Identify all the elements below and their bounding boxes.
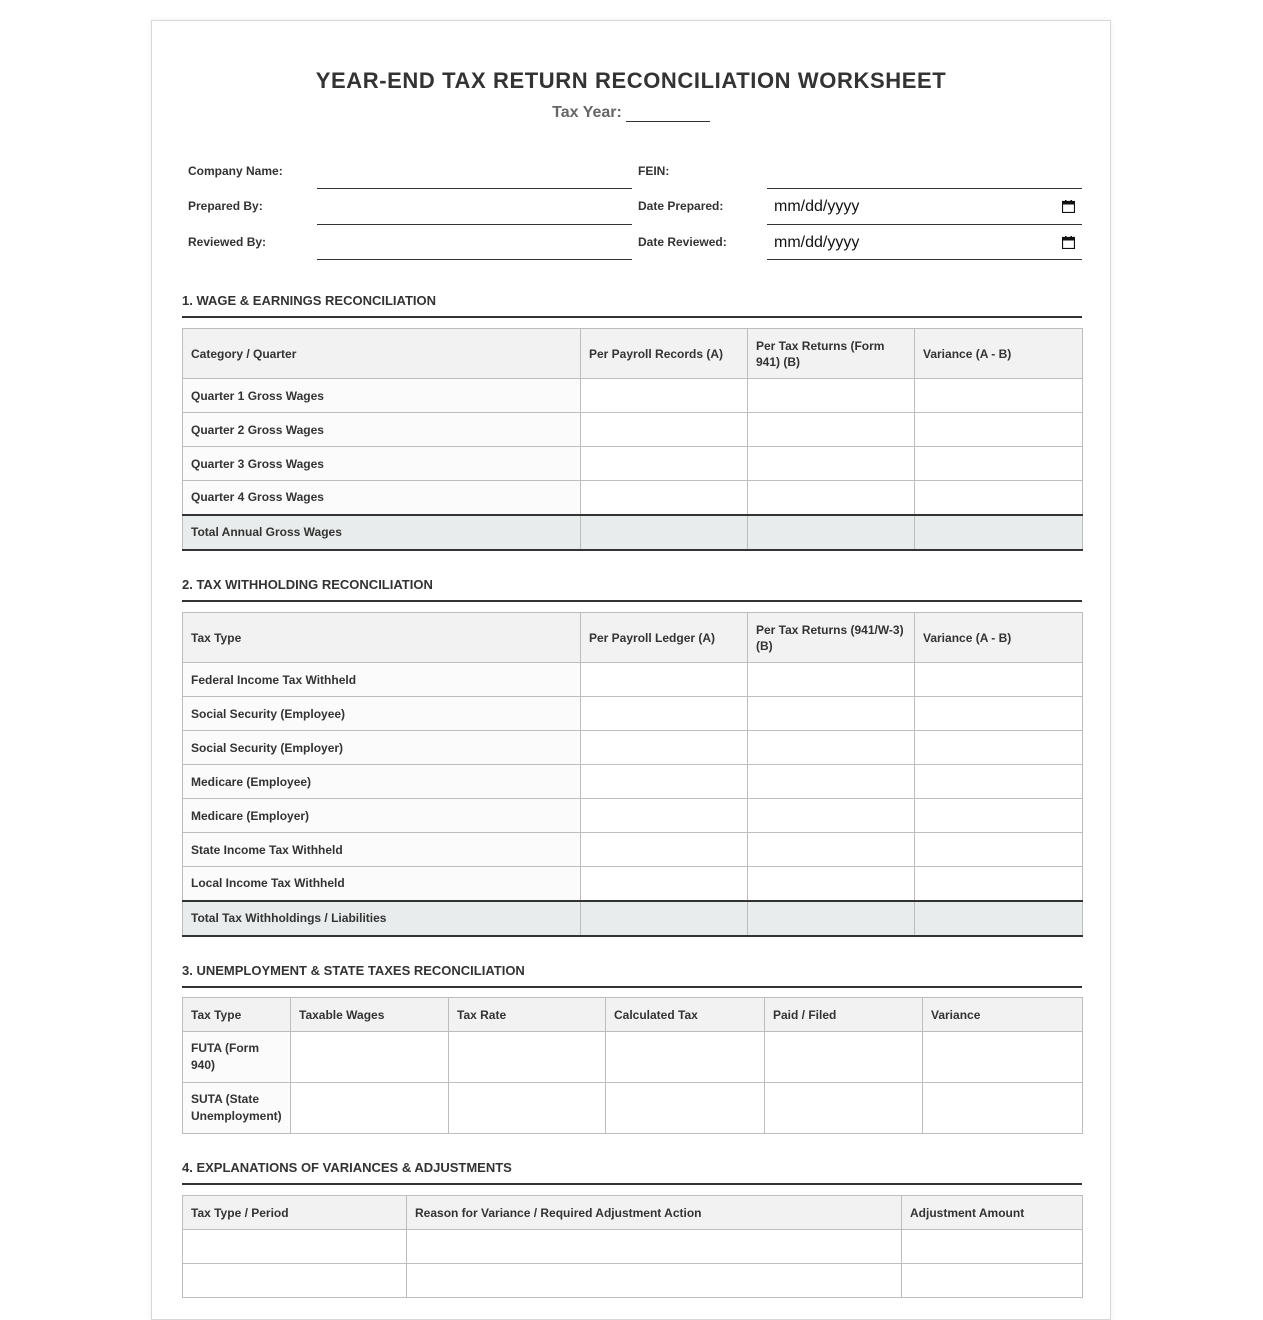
- row-label: Federal Income Tax Withheld: [183, 663, 581, 697]
- table-header-row: [183, 329, 1083, 379]
- table-row: [183, 481, 1083, 515]
- table-row: [183, 833, 1083, 867]
- section-1-heading: 1. WAGE & EARNINGS RECONCILIATION: [182, 293, 1082, 318]
- row-label: Quarter 4 Gross Wages: [183, 481, 581, 515]
- table-row: [183, 765, 1083, 799]
- date-reviewed-label: Date Reviewed:: [638, 235, 727, 249]
- total-label: Total Annual Gross Wages: [183, 515, 581, 550]
- table-row: [183, 447, 1083, 481]
- entry-cell[interactable]: [923, 1032, 1083, 1083]
- total-cell[interactable]: [748, 515, 915, 550]
- row-label: Medicare (Employee): [183, 765, 581, 799]
- date-reviewed-field[interactable]: [767, 225, 1082, 260]
- column-header: Category / Quarter: [183, 329, 581, 379]
- tax-year-label: Tax Year:: [552, 104, 622, 121]
- entry-cell[interactable]: [902, 1230, 1083, 1264]
- entry-cell[interactable]: [606, 1032, 765, 1083]
- entry-cell[interactable]: [183, 1264, 407, 1298]
- entry-cell[interactable]: [915, 663, 1083, 697]
- table-row: [183, 379, 1083, 413]
- column-header: Per Tax Returns (941/W-3) (B): [748, 613, 915, 663]
- entry-cell[interactable]: [581, 413, 748, 447]
- total-cell[interactable]: [581, 515, 748, 550]
- entry-cell[interactable]: [748, 379, 915, 413]
- entry-cell[interactable]: [748, 867, 915, 901]
- company-name-field[interactable]: [317, 154, 632, 189]
- table-row: [183, 697, 1083, 731]
- total-cell[interactable]: [748, 901, 915, 936]
- entry-cell[interactable]: [748, 447, 915, 481]
- total-label: Total Tax Withholdings / Liabilities: [183, 901, 581, 936]
- entry-cell[interactable]: [581, 663, 748, 697]
- unemployment-reconciliation-table: [182, 997, 1083, 1134]
- column-header: Reason for Variance / Required Adjustment Action: [407, 1196, 902, 1230]
- withholding-reconciliation-table: [182, 612, 1083, 937]
- column-header: Adjustment Amount: [902, 1196, 1083, 1230]
- row-label: FUTA (Form 940): [183, 1032, 291, 1083]
- table-row: [183, 1083, 1083, 1134]
- page-title: YEAR-END TAX RETURN RECONCILIATION WORKSHEET: [315, 68, 947, 93]
- entry-cell[interactable]: [915, 765, 1083, 799]
- total-cell[interactable]: [915, 515, 1083, 550]
- entry-cell[interactable]: [407, 1230, 902, 1264]
- entry-cell[interactable]: [915, 731, 1083, 765]
- table-row: [183, 731, 1083, 765]
- entry-cell[interactable]: [902, 1264, 1083, 1298]
- table-row: [183, 663, 1083, 697]
- entry-cell[interactable]: [581, 481, 748, 515]
- entry-cell[interactable]: [291, 1083, 449, 1134]
- row-label: Local Income Tax Withheld: [183, 867, 581, 901]
- prepared-by-field[interactable]: [317, 190, 632, 225]
- date-prepared-field[interactable]: [767, 188, 1082, 225]
- column-header: Per Tax Returns (Form 941) (B): [748, 329, 915, 379]
- entry-cell[interactable]: [748, 481, 915, 515]
- column-header: Calculated Tax: [606, 998, 765, 1032]
- entry-cell[interactable]: [765, 1083, 923, 1134]
- entry-cell[interactable]: [748, 731, 915, 765]
- entry-cell[interactable]: [606, 1083, 765, 1134]
- row-label: Quarter 1 Gross Wages: [183, 379, 581, 413]
- section-2-heading: 2. TAX WITHHOLDING RECONCILIATION: [182, 577, 1082, 602]
- entry-cell[interactable]: [581, 697, 748, 731]
- entry-cell[interactable]: [407, 1264, 902, 1298]
- column-header: Tax Type: [183, 998, 291, 1032]
- entry-cell[interactable]: [748, 765, 915, 799]
- table-row: [183, 1230, 1083, 1264]
- column-header: Tax Rate: [449, 998, 606, 1032]
- entry-cell[interactable]: [923, 1083, 1083, 1134]
- column-header: Variance: [923, 998, 1083, 1032]
- column-header: Per Payroll Ledger (A): [581, 613, 748, 663]
- entry-cell[interactable]: [183, 1230, 407, 1264]
- tax-year-field[interactable]: [626, 103, 710, 122]
- entry-cell[interactable]: [581, 731, 748, 765]
- prepared-by-label: Prepared By:: [188, 199, 263, 213]
- entry-cell[interactable]: [915, 447, 1083, 481]
- section-3-heading: 3. UNEMPLOYMENT & STATE TAXES RECONCILIATION: [182, 963, 1082, 988]
- row-label: Social Security (Employer): [183, 731, 581, 765]
- entry-cell[interactable]: [581, 799, 748, 833]
- entry-cell[interactable]: [915, 799, 1083, 833]
- table-row: [183, 1032, 1083, 1083]
- date-reviewed-value: mm/dd/yyyy: [774, 234, 860, 251]
- column-header: Variance (A - B): [915, 613, 1083, 663]
- variance-explanations-table: [182, 1195, 1083, 1298]
- wage-reconciliation-table: [182, 328, 1083, 551]
- entry-cell[interactable]: [581, 867, 748, 901]
- date-prepared-value: mm/dd/yyyy: [774, 198, 860, 215]
- column-header: Paid / Filed: [765, 998, 923, 1032]
- row-label: State Income Tax Withheld: [183, 833, 581, 867]
- entry-cell[interactable]: [581, 379, 748, 413]
- company-name-label: Company Name:: [188, 164, 283, 178]
- total-cell[interactable]: [581, 901, 748, 936]
- entry-cell[interactable]: [581, 447, 748, 481]
- column-header: Variance (A - B): [915, 329, 1083, 379]
- calendar-icon[interactable]: [1062, 236, 1075, 249]
- table-row: [183, 413, 1083, 447]
- entry-cell[interactable]: [748, 697, 915, 731]
- table-header-row: [183, 613, 1083, 663]
- total-row: [183, 901, 1083, 936]
- entry-cell[interactable]: [748, 663, 915, 697]
- table-header-row: [183, 998, 1083, 1032]
- entry-cell[interactable]: [915, 379, 1083, 413]
- entry-cell[interactable]: [915, 833, 1083, 867]
- entry-cell[interactable]: [748, 833, 915, 867]
- table-row: [183, 799, 1083, 833]
- entry-cell[interactable]: [915, 697, 1083, 731]
- column-header: Tax Type / Period: [183, 1196, 407, 1230]
- total-row: [183, 515, 1083, 550]
- entry-cell[interactable]: [915, 413, 1083, 447]
- entry-cell[interactable]: [748, 413, 915, 447]
- fein-label: FEIN:: [638, 164, 670, 178]
- calendar-icon[interactable]: [1062, 200, 1075, 213]
- entry-cell[interactable]: [915, 481, 1083, 515]
- row-label: Medicare (Employer): [183, 799, 581, 833]
- entry-cell[interactable]: [449, 1032, 606, 1083]
- total-cell[interactable]: [915, 901, 1083, 936]
- entry-cell[interactable]: [291, 1032, 449, 1083]
- section-4-heading: 4. EXPLANATIONS OF VARIANCES & ADJUSTMENTS: [182, 1160, 1082, 1185]
- date-prepared-label: Date Prepared:: [638, 199, 724, 213]
- column-header: Per Payroll Records (A): [581, 329, 748, 379]
- table-header-row: [183, 1196, 1083, 1230]
- entry-cell[interactable]: [765, 1032, 923, 1083]
- row-label: Social Security (Employee): [183, 697, 581, 731]
- entry-cell[interactable]: [449, 1083, 606, 1134]
- entry-cell[interactable]: [748, 799, 915, 833]
- entry-cell[interactable]: [915, 867, 1083, 901]
- row-label: Quarter 2 Gross Wages: [183, 413, 581, 447]
- column-header: Tax Type: [183, 613, 581, 663]
- tax-year-row: [152, 103, 1110, 122]
- reviewed-by-label: Reviewed By:: [188, 235, 267, 249]
- column-header: Taxable Wages: [291, 998, 449, 1032]
- entry-cell[interactable]: [581, 765, 748, 799]
- row-label: Quarter 3 Gross Wages: [183, 447, 581, 481]
- reviewed-by-field[interactable]: [317, 225, 632, 260]
- table-row: [183, 1264, 1083, 1298]
- table-row: [183, 867, 1083, 901]
- worksheet-page: [151, 20, 1111, 1320]
- entry-cell[interactable]: [581, 833, 748, 867]
- row-label: SUTA (State Unemployment): [183, 1083, 291, 1134]
